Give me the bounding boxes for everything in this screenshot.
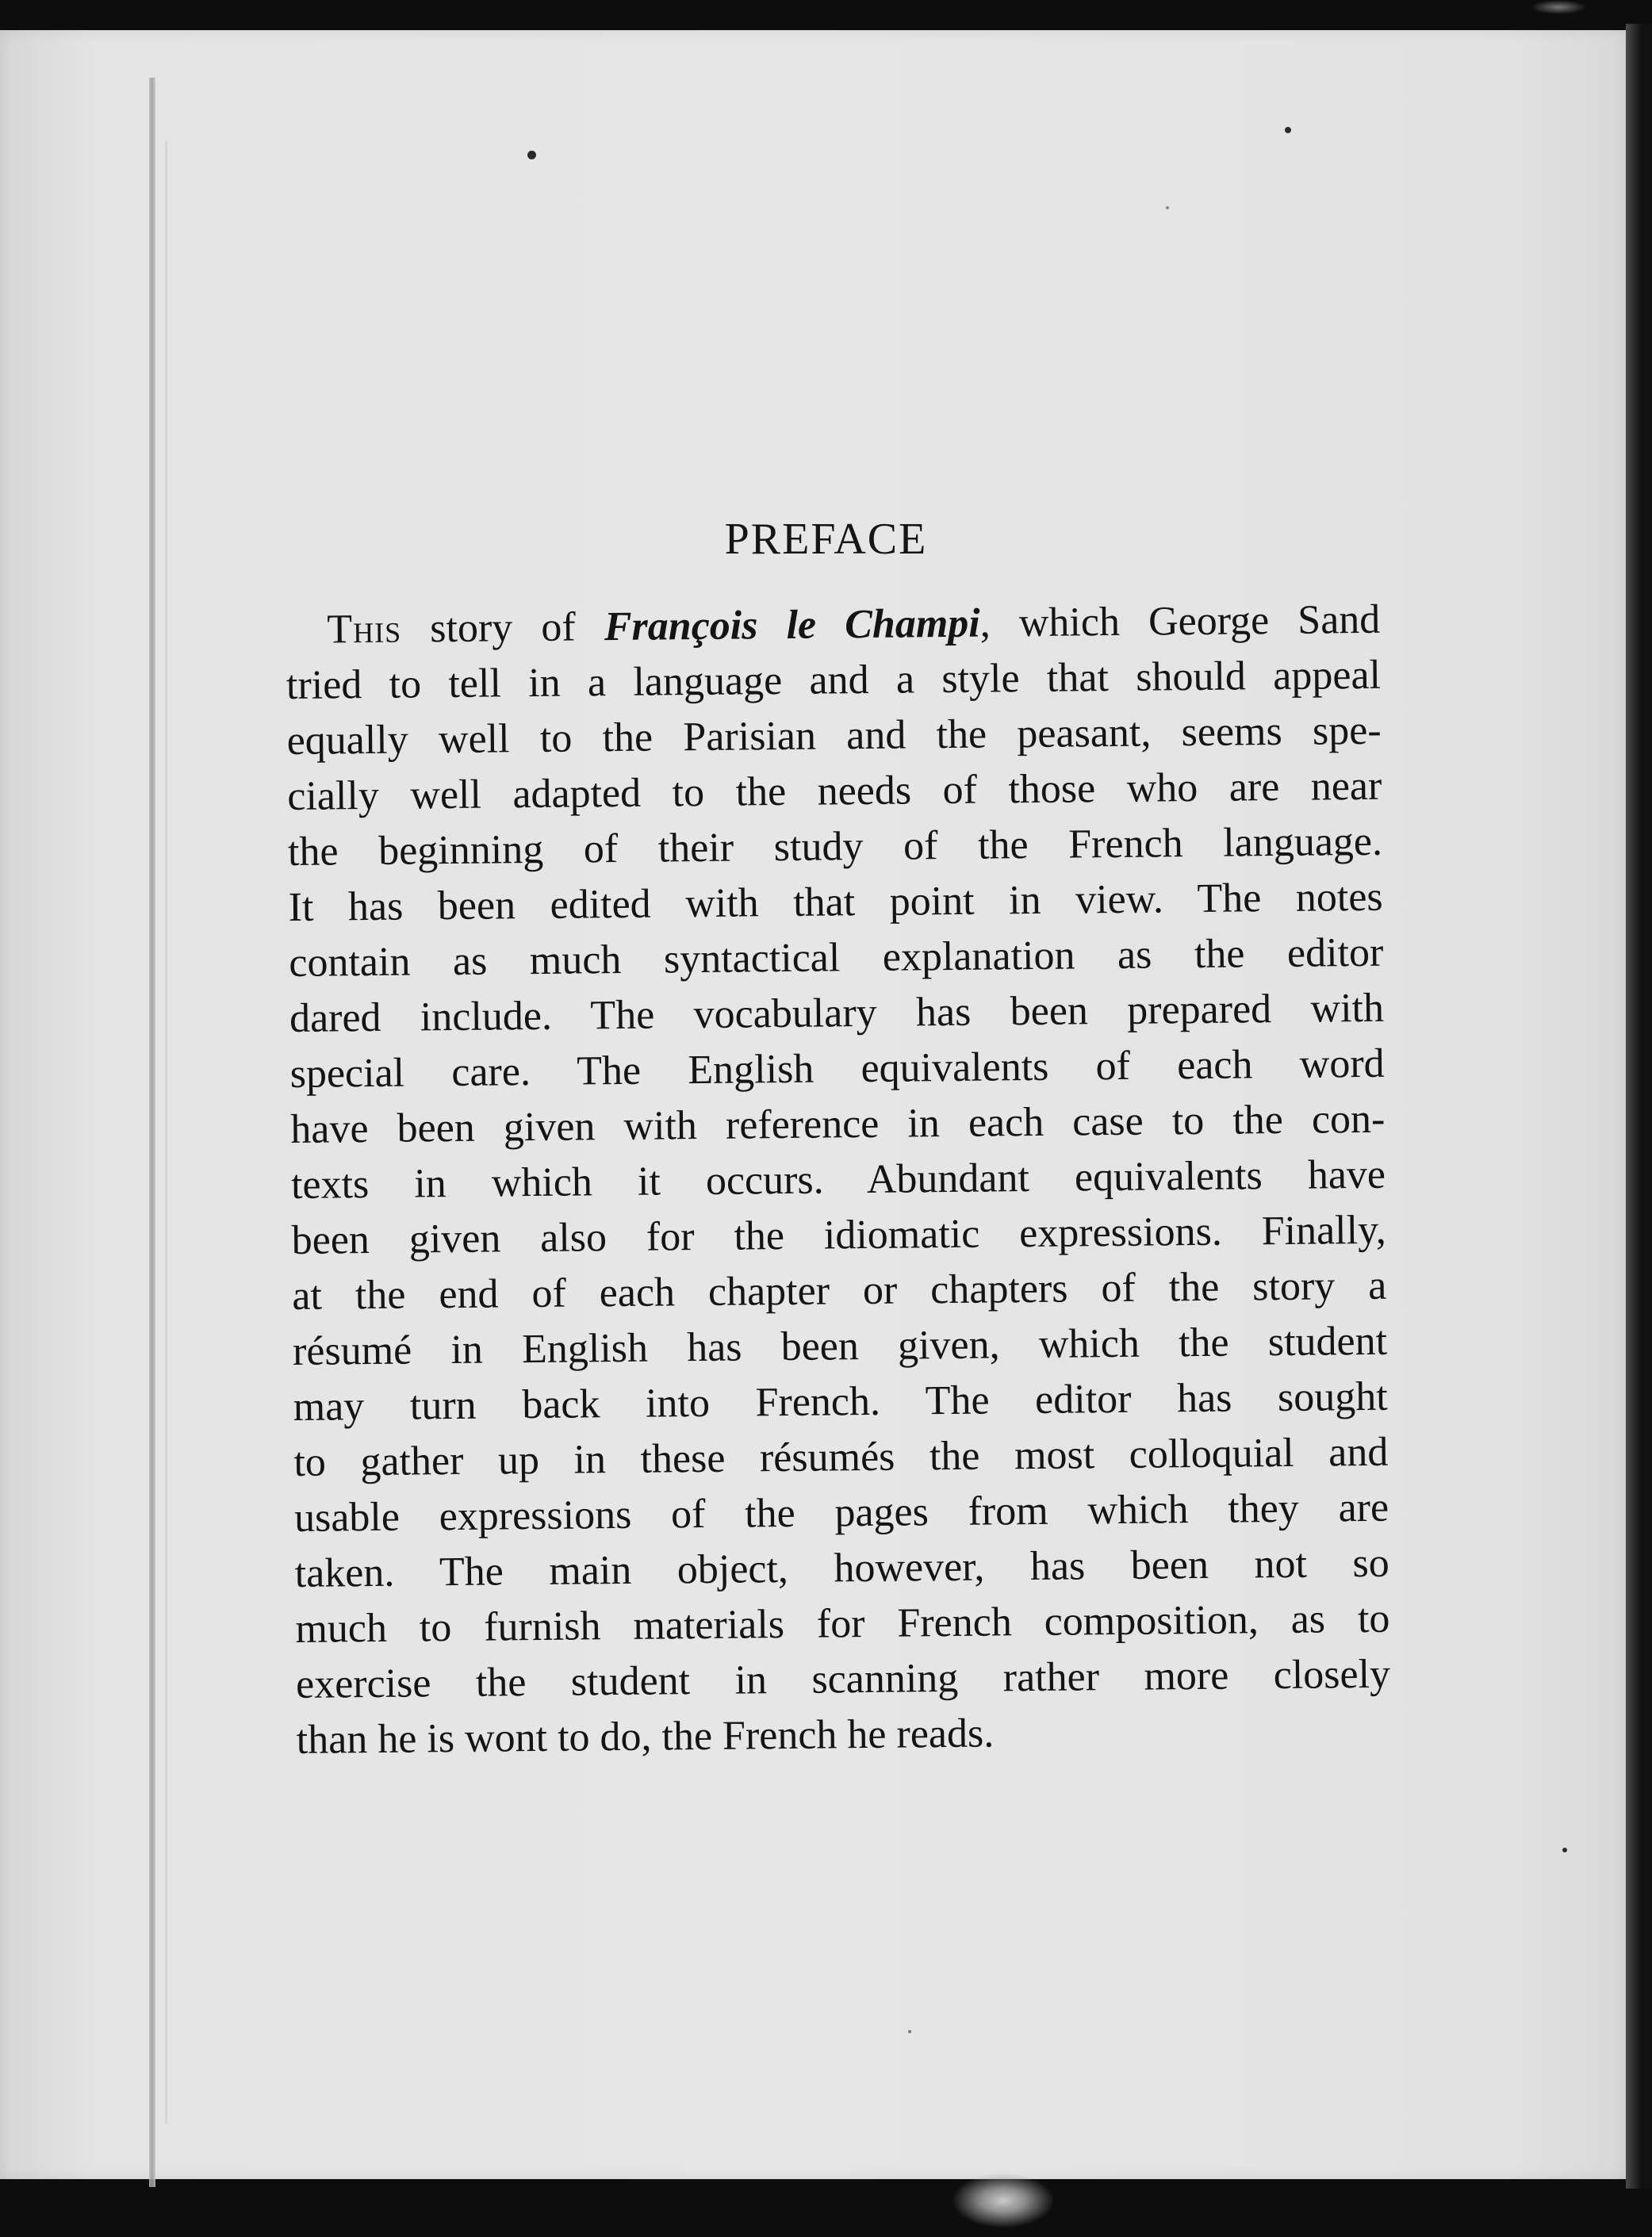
scan-artifact <box>1531 0 1586 14</box>
lead-word: This <box>327 606 402 653</box>
text-line-1 <box>286 592 1381 658</box>
text-line-16: to gather up in these résumés the most colloquial and <box>293 1429 1389 1485</box>
text-line-5: the beginning of their study of the French language. <box>287 818 1383 875</box>
text-line-19: much to furnish materials for French composition, as to <box>295 1595 1390 1652</box>
text-line-7: contain as much syntactical explanation as the editor <box>289 929 1384 986</box>
scan-artifact <box>952 2173 1055 2228</box>
text-line-11: texts in which it occurs. Abundant equivalents have <box>290 1151 1386 1208</box>
text-line-2: tried to tell in a language and a style that should appeal <box>286 652 1382 708</box>
book-title: François le Champi <box>604 600 980 650</box>
page-title: PREFACE <box>724 515 928 564</box>
preface-paragraph <box>286 592 1391 1768</box>
text-line-6: It has been edited with that point in view. The notes <box>288 874 1383 930</box>
text-line-12: been given also for the idiomatic expressions. Finally, <box>291 1207 1386 1263</box>
book-gutter-shadow <box>165 141 167 2124</box>
page-edge-shadow <box>1626 24 1652 2189</box>
text-line-4: cially well adapted to the needs of those who are near <box>287 763 1382 819</box>
book-gutter-line <box>149 78 155 2187</box>
text-line-20: exercise the student in scanning rather more closely <box>295 1651 1391 1707</box>
text-line-18: taken. The main object, however, has been not so <box>294 1540 1389 1596</box>
ink-speck <box>527 151 536 159</box>
text-line-14: résumé in English has been given, which the student <box>292 1318 1388 1374</box>
text-line-15: may turn back into French. The editor has sought <box>293 1373 1388 1430</box>
text-segment: , which George Sand <box>979 596 1381 646</box>
ink-speck <box>908 2030 911 2033</box>
text-line-8: dared include. The vocabulary has been prepared with <box>289 985 1385 1041</box>
ink-speck <box>1285 127 1291 133</box>
text-line-17: usable expressions of the pages from which they are <box>293 1484 1389 1541</box>
text-segment: story of <box>401 604 605 652</box>
text-line-10: have been given with reference in each case to the con- <box>290 1096 1386 1152</box>
ink-speck <box>1166 206 1169 209</box>
text-line-9: special care. The English equivalents of each word <box>289 1040 1385 1097</box>
text-line-13: at the end of each chapter or chapters of the story a <box>292 1262 1387 1319</box>
text-line-21: than he is wont to do, the French he reads. <box>296 1710 995 1763</box>
text-line-3: equally well to the Parisian and the peasant, seems spe- <box>286 707 1382 764</box>
ink-speck <box>1562 1848 1567 1852</box>
